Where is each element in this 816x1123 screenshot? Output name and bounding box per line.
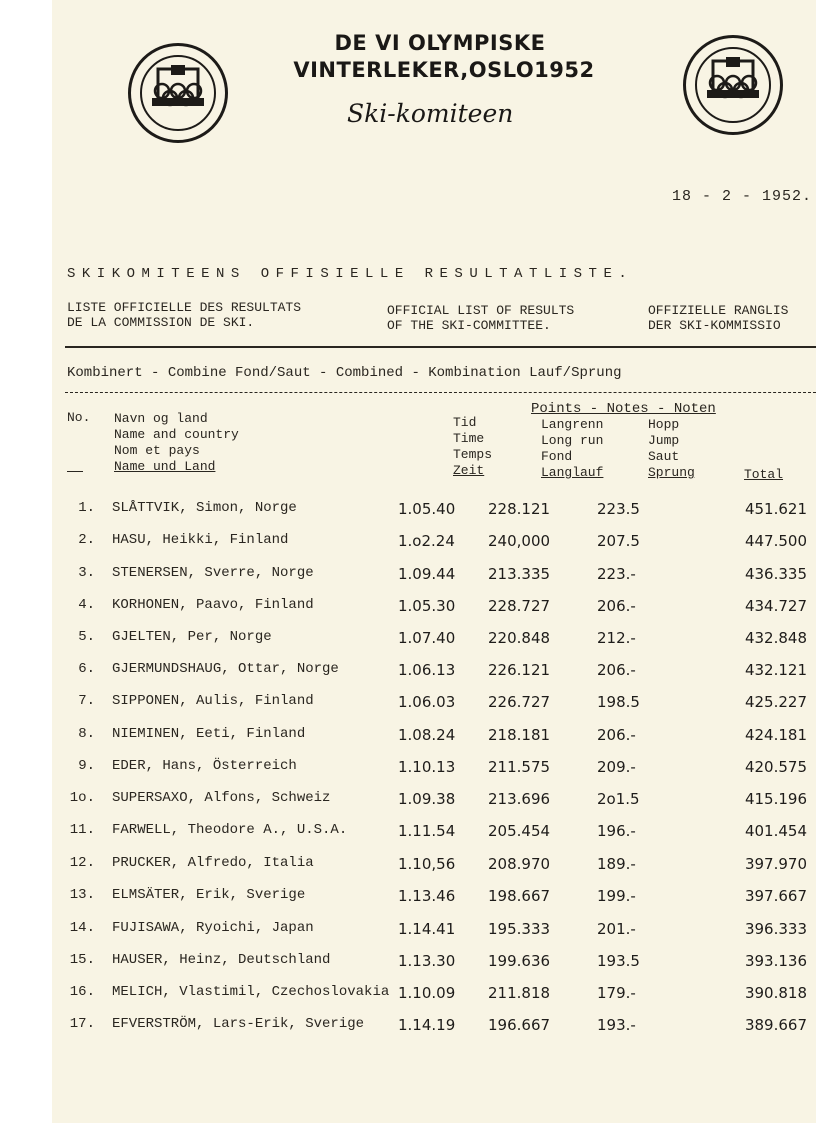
- fond-points: 211.575: [488, 758, 551, 776]
- rank: 4.: [78, 597, 95, 613]
- col-time-line2: Time: [453, 431, 485, 446]
- total-points: 389.667: [744, 1016, 807, 1034]
- col-fond-line4: Langlauf: [541, 465, 604, 480]
- total-points: 434.727: [744, 597, 807, 615]
- jump-points: 207.5: [597, 532, 640, 550]
- rank: 5.: [78, 629, 95, 645]
- col-time-line1: Tid: [453, 415, 477, 430]
- olympic-rings-icon: [700, 52, 766, 118]
- rank: 2.: [78, 532, 95, 548]
- total-points: 420.575: [744, 758, 807, 776]
- time: 1.10.09: [398, 984, 456, 1002]
- jump-points: 179.-: [597, 984, 636, 1002]
- time: 1.06.13: [398, 661, 456, 679]
- rank: 1o.: [69, 790, 95, 806]
- time: 1.07.40: [398, 629, 456, 647]
- col-fond-line2: Long run: [541, 433, 604, 448]
- jump-points: 198.5: [597, 693, 640, 711]
- col-total-header: Total: [744, 467, 784, 482]
- header-title-line2: VINTERLEKER,OSLO1952: [293, 58, 595, 82]
- col-name-line4: Name und Land: [114, 459, 216, 474]
- event-title: Kombinert - Combine Fond/Saut - Combined - Kombination Lauf/Sprung: [67, 365, 622, 381]
- col-fond-line3: Fond: [541, 449, 573, 464]
- time: 1.05.30: [398, 597, 456, 615]
- time: 1.13.46: [398, 887, 456, 905]
- col-time-line3: Temps: [453, 447, 493, 462]
- jump-points: 201.-: [597, 920, 636, 938]
- jump-points: 189.-: [597, 855, 636, 873]
- time: 1.14.19: [398, 1016, 456, 1034]
- list-title: SKIKOMITEENS OFFISIELLE RESULTATLISTE.: [67, 266, 634, 282]
- col-no-underline: [67, 471, 83, 472]
- athlete-name: SIPPONEN, Aulis, Finland: [112, 693, 314, 709]
- athlete-name: HASU, Heikki, Finland: [112, 532, 289, 548]
- athlete-name: PRUCKER, Alfredo, Italia: [112, 855, 314, 871]
- fond-points: 205.454: [488, 822, 551, 840]
- rank: 15.: [69, 952, 95, 968]
- rank: 1.: [78, 500, 95, 516]
- time: 1.08.24: [398, 726, 456, 744]
- jump-points: 206.-: [597, 597, 636, 615]
- total-points: 390.818: [744, 984, 807, 1002]
- fond-points: 213.335: [488, 565, 551, 583]
- total-points: 451.621: [744, 500, 807, 518]
- time: 1.09.44: [398, 565, 456, 583]
- fond-points: 226.727: [488, 693, 551, 711]
- fond-points: 228.727: [488, 597, 551, 615]
- header-title-line1: DE VI OLYMPISKE: [334, 31, 546, 55]
- col-fond-line1: Langrenn: [541, 417, 604, 432]
- time: 1.06.03: [398, 693, 456, 711]
- jump-points: 196.-: [597, 822, 636, 840]
- subtitle-en-line2: OF THE SKI-COMMITTEE.: [387, 318, 551, 333]
- document-date: 18 - 2 - 1952.: [672, 188, 813, 205]
- total-points: 415.196: [744, 790, 807, 808]
- col-points-group: Points - Notes - Noten: [531, 401, 716, 417]
- fond-points: 208.970: [488, 855, 551, 873]
- total-points: 432.848: [744, 629, 807, 647]
- rank: 14.: [69, 920, 95, 936]
- fond-points: 211.818: [488, 984, 551, 1002]
- rank: 9.: [78, 758, 95, 774]
- athlete-name: EFVERSTRÖM, Lars-Erik, Sverige: [112, 1016, 365, 1032]
- total-points: 397.970: [744, 855, 807, 873]
- subtitle-fr-line2: DE LA COMMISSION DE SKI.: [67, 315, 255, 330]
- jump-points: 209.-: [597, 758, 636, 776]
- subtitle-de-line1: OFFIZIELLE RANGLIS: [648, 303, 789, 318]
- athlete-name: GJELTEN, Per, Norge: [112, 629, 272, 645]
- rank: 8.: [78, 726, 95, 742]
- time: 1.13.30: [398, 952, 456, 970]
- col-hopp-line2: Jump: [648, 433, 680, 448]
- rank: 6.: [78, 661, 95, 677]
- fond-points: 196.667: [488, 1016, 551, 1034]
- total-points: 447.500: [744, 532, 807, 550]
- rank: 13.: [69, 887, 95, 903]
- col-name-line3: Nom et pays: [114, 443, 200, 458]
- olympic-emblem-left: [128, 43, 228, 143]
- total-points: 396.333: [744, 920, 807, 938]
- fond-points: 218.181: [488, 726, 551, 744]
- athlete-name: FUJISAWA, Ryoichi, Japan: [112, 920, 314, 936]
- fond-points: 199.636: [488, 952, 551, 970]
- subtitle-fr-line1: LISTE OFFICIELLE DES RESULTATS: [67, 300, 302, 315]
- col-name-line2: Name and country: [114, 427, 239, 442]
- col-hopp-line1: Hopp: [648, 417, 680, 432]
- subtitle-en-line1: OFFICIAL LIST OF RESULTS: [387, 303, 575, 318]
- athlete-name: SLÅTTVIK, Simon, Norge: [112, 500, 297, 516]
- athlete-name: ELMSÄTER, Erik, Sverige: [112, 887, 306, 903]
- col-name-line1: Navn og land: [114, 411, 208, 426]
- time: 1.09.38: [398, 790, 456, 808]
- total-points: 432.121: [744, 661, 807, 679]
- jump-points: 193.-: [597, 1016, 636, 1034]
- rank: 3.: [78, 565, 95, 581]
- jump-points: 223.5: [597, 500, 640, 518]
- divider-event: [65, 392, 816, 393]
- athlete-name: HAUSER, Heinz, Deutschland: [112, 952, 331, 968]
- total-points: 401.454: [744, 822, 807, 840]
- time: 1.10.13: [398, 758, 456, 776]
- subtitle-de-line2: DER SKI-KOMMISSIO: [648, 318, 781, 333]
- fond-points: 228.121: [488, 500, 551, 518]
- jump-points: 206.-: [597, 726, 636, 744]
- time: 1.10,56: [398, 855, 456, 873]
- jump-points: 2o1.5: [597, 790, 640, 808]
- total-points: 397.667: [744, 887, 807, 905]
- rank: 11.: [69, 822, 95, 838]
- athlete-name: KORHONEN, Paavo, Finland: [112, 597, 314, 613]
- col-time-line4: Zeit: [453, 463, 485, 478]
- rank: 17.: [69, 1016, 95, 1032]
- athlete-name: EDER, Hans, Österreich: [112, 758, 297, 774]
- col-hopp-line4: Sprung: [648, 465, 695, 480]
- rank: 7.: [78, 693, 95, 709]
- athlete-name: STENERSEN, Sverre, Norge: [112, 565, 314, 581]
- total-points: 393.136: [744, 952, 807, 970]
- divider-top: [65, 346, 816, 348]
- athlete-name: FARWELL, Theodore A., U.S.A.: [112, 822, 348, 838]
- jump-points: 199.-: [597, 887, 636, 905]
- col-hopp-line3: Saut: [648, 449, 680, 464]
- athlete-name: MELICH, Vlastimil, Czechoslovakia: [112, 984, 390, 1000]
- fond-points: 220.848: [488, 629, 551, 647]
- olympic-rings-icon: [145, 60, 211, 126]
- jump-points: 223.-: [597, 565, 636, 583]
- total-points: 425.227: [744, 693, 807, 711]
- total-points: 424.181: [744, 726, 807, 744]
- fond-points: 213.696: [488, 790, 551, 808]
- jump-points: 193.5: [597, 952, 640, 970]
- athlete-name: SUPERSAXO, Alfons, Schweiz: [112, 790, 331, 806]
- fond-points: 240,000: [488, 532, 551, 550]
- header-subtitle-script: Ski-komiteen: [347, 99, 514, 128]
- fond-points: 195.333: [488, 920, 551, 938]
- time: 1.14.41: [398, 920, 456, 938]
- col-no-header: No.: [67, 410, 91, 425]
- time: 1.o2.24: [398, 532, 455, 550]
- rank: 12.: [69, 855, 95, 871]
- fond-points: 198.667: [488, 887, 551, 905]
- athlete-name: NIEMINEN, Eeti, Finland: [112, 726, 306, 742]
- time: 1.11.54: [398, 822, 456, 840]
- athlete-name: GJERMUNDSHAUG, Ottar, Norge: [112, 661, 339, 677]
- jump-points: 206.-: [597, 661, 636, 679]
- total-points: 436.335: [744, 565, 807, 583]
- time: 1.05.40: [398, 500, 456, 518]
- olympic-emblem-right: [683, 35, 783, 135]
- rank: 16.: [69, 984, 95, 1000]
- fond-points: 226.121: [488, 661, 551, 679]
- jump-points: 212.-: [597, 629, 636, 647]
